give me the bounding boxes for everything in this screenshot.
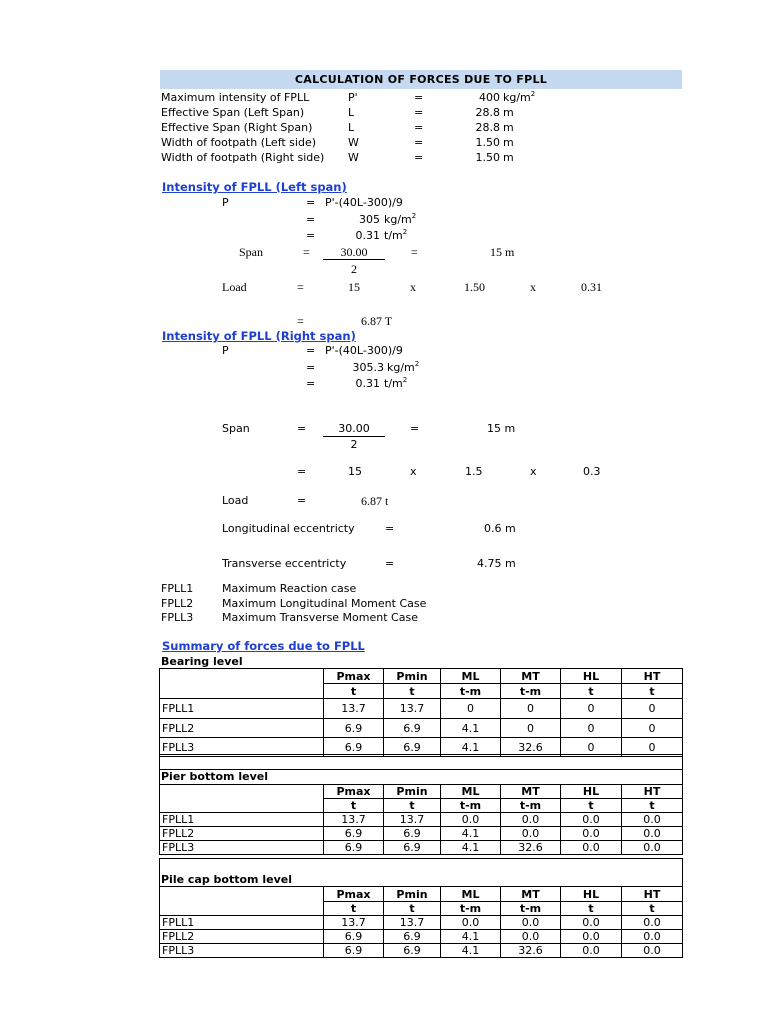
param-label: Width of footpath (Left side)	[161, 136, 317, 149]
case-id: FPLL3	[161, 611, 194, 624]
param-value: 1.50	[475, 136, 500, 149]
left-t-unit: $t/m^2$	[384, 228, 408, 242]
left-p-value: 305	[359, 213, 380, 226]
row-label: FPLL3	[160, 841, 324, 855]
param-value: 28.8	[475, 121, 500, 134]
transverse-eccentricity-value: 4.75 m	[477, 557, 516, 570]
unit-header: t	[622, 684, 683, 699]
table-cell: 0.0	[501, 916, 561, 930]
table-cell: 13.7	[384, 813, 441, 827]
left-load-label: Load	[222, 280, 247, 294]
table-cell: 4.1	[441, 841, 501, 855]
unit-header: t	[561, 799, 622, 813]
table-cell: 6.9	[324, 827, 384, 841]
table-cell: 32.6	[501, 841, 561, 855]
right-equals: =	[385, 522, 395, 535]
table-cell: 0.0	[622, 930, 683, 944]
table-cell: 32.6	[501, 944, 561, 958]
table-cell: 0.0	[441, 813, 501, 827]
right-equals: =	[306, 344, 316, 357]
table-cell: 13.7	[324, 699, 384, 719]
table-row	[160, 699, 683, 719]
right-load-value: 6.87 t	[361, 494, 389, 508]
table-row	[160, 719, 683, 738]
column-header: Pmin	[384, 669, 441, 684]
table-cell: 6.9	[384, 944, 441, 958]
case-id: FPLL1	[161, 582, 194, 595]
column-header: HT	[622, 669, 683, 684]
column-header: HL	[561, 887, 622, 902]
table-cell: 4.1	[441, 944, 501, 958]
param-equals: =	[414, 151, 424, 164]
table-cell	[160, 799, 324, 813]
right-t-unit: $t/m^2$	[384, 376, 408, 390]
param-symbol: P'	[348, 91, 358, 104]
param-value: 1.50	[475, 151, 500, 164]
param-equals: =	[414, 91, 424, 104]
table-cell: 0.0	[561, 944, 622, 958]
right-calc-b: 1.5	[465, 465, 483, 478]
unit-header: t	[324, 902, 384, 916]
table-cell: 0.0	[622, 841, 683, 855]
right-equals: =	[306, 361, 316, 374]
left-t-value: 0.31	[355, 229, 380, 242]
table-cell	[160, 785, 324, 799]
row-label: FPLL1	[160, 916, 324, 930]
unit-header: t	[622, 799, 683, 813]
table-cell: 0	[622, 738, 683, 757]
column-header: HL	[561, 785, 622, 799]
pile-cap-bottom-level-title: Pile cap bottom level	[161, 873, 292, 886]
summary-heading: Summary of forces due to FPLL	[162, 639, 365, 653]
page-title: CALCULATION OF FORCES DUE TO FPLL	[160, 70, 682, 89]
right-times: x	[530, 465, 537, 478]
param-label: Maximum intensity of FPLL	[161, 91, 310, 104]
right-equals: =	[385, 557, 395, 570]
bearing-level-title: Bearing level	[161, 655, 243, 668]
pier-bottom-level-title: Pier bottom level	[161, 770, 268, 783]
table-cell: 6.9	[324, 944, 384, 958]
table-cell: 0.0	[622, 813, 683, 827]
left-equals: =	[303, 245, 310, 259]
row-label: FPLL3	[160, 944, 324, 958]
left-equals: =	[411, 245, 418, 259]
table-cell: 0	[561, 699, 622, 719]
bearing-level-table	[159, 668, 683, 757]
unit-header: t	[324, 799, 384, 813]
column-header: ML	[441, 669, 501, 684]
case-id: FPLL2	[161, 597, 194, 610]
left-span-denominator: 2	[351, 262, 357, 276]
param-equals: =	[414, 121, 424, 134]
left-equals: =	[306, 229, 316, 242]
left-span-heading: Intensity of FPLL (Left span)	[162, 180, 347, 194]
row-label: FPLL2	[160, 827, 324, 841]
column-header: HL	[561, 669, 622, 684]
unit-header: t-m	[501, 684, 561, 699]
table-cell: 13.7	[324, 916, 384, 930]
table-cell: 0.0	[561, 930, 622, 944]
unit-header: t	[561, 902, 622, 916]
column-header: Pmax	[324, 785, 384, 799]
table-cell: 6.9	[384, 930, 441, 944]
table-row	[160, 944, 683, 958]
left-equals: =	[306, 196, 316, 209]
param-symbol: L	[348, 106, 355, 119]
param-symbol: L	[348, 121, 355, 134]
table-cell: 6.9	[324, 719, 384, 738]
section-divider	[159, 754, 683, 770]
longitudinal-eccentricity-label: Longitudinal eccentricty	[222, 522, 355, 535]
column-header: MT	[501, 669, 561, 684]
left-load-c: 0.31	[581, 280, 602, 294]
param-symbol: W	[348, 151, 359, 164]
unit-header: t	[324, 684, 384, 699]
column-header: HT	[622, 887, 683, 902]
pile-cap-bottom-level-table	[159, 886, 683, 958]
left-load-result: 6.87 T	[361, 314, 393, 328]
unit-header: t-m	[501, 902, 561, 916]
column-header: ML	[441, 785, 501, 799]
left-formula: P'-(40L-300)/9	[325, 196, 403, 209]
table-cell: 0.0	[561, 827, 622, 841]
table-cell: 6.9	[324, 930, 384, 944]
right-equals: =	[297, 465, 307, 478]
table-cell: 4.1	[441, 719, 501, 738]
table-cell	[160, 669, 324, 684]
table-cell: 0.0	[501, 827, 561, 841]
unit-header: t-m	[441, 799, 501, 813]
table-cell: 0.0	[441, 916, 501, 930]
table-cell: 0	[622, 719, 683, 738]
table-cell: 6.9	[324, 738, 384, 757]
right-equals: =	[410, 422, 420, 435]
table-cell: 0	[441, 699, 501, 719]
column-header: MT	[501, 887, 561, 902]
case-description: Maximum Reaction case	[222, 582, 357, 595]
table-cell: 13.7	[384, 699, 441, 719]
case-description: Maximum Transverse Moment Case	[222, 611, 418, 624]
table-cell: 0	[561, 719, 622, 738]
left-times: x	[410, 280, 416, 294]
table-cell: 0	[622, 699, 683, 719]
table-cell	[160, 887, 324, 902]
right-t-value: 0.31	[355, 377, 380, 390]
column-header: Pmax	[324, 887, 384, 902]
table-cell: 4.1	[441, 738, 501, 757]
unit-header: t	[561, 684, 622, 699]
table-row	[160, 841, 683, 855]
table-cell: 6.9	[384, 841, 441, 855]
unit-header: t-m	[441, 902, 501, 916]
left-equals: =	[297, 280, 304, 294]
unit-header: t-m	[501, 799, 561, 813]
right-equals: =	[297, 494, 307, 507]
column-header: ML	[441, 887, 501, 902]
unit-header: t-m	[441, 684, 501, 699]
table-cell: 6.9	[384, 827, 441, 841]
param-equals: =	[414, 136, 424, 149]
row-label: FPLL2	[160, 719, 324, 738]
table-cell: 0.0	[622, 827, 683, 841]
left-load-a: 15	[348, 280, 360, 294]
param-unit: m	[503, 121, 514, 134]
param-unit: m	[503, 106, 514, 119]
column-header: MT	[501, 785, 561, 799]
right-calc-a: 15	[348, 465, 362, 478]
param-label: Width of footpath (Right side)	[161, 151, 325, 164]
table-cell: 32.6	[501, 738, 561, 757]
right-p-unit: $kg/m^2$	[387, 360, 420, 374]
table-cell: 13.7	[324, 813, 384, 827]
table-cell	[160, 902, 324, 916]
table-cell: 0.0	[501, 930, 561, 944]
right-calc-c: 0.3	[583, 465, 601, 478]
param-label: Effective Span (Right Span)	[161, 121, 313, 134]
param-unit: $kg/m^2$	[503, 90, 536, 104]
right-span-denominator: 2	[350, 438, 358, 451]
param-value: 400	[479, 91, 500, 104]
left-span-result: 15 m	[490, 245, 515, 259]
longitudinal-eccentricity-value: 0.6 m	[484, 522, 516, 535]
unit-header: t	[384, 902, 441, 916]
table-cell: 4.1	[441, 930, 501, 944]
param-unit: m	[503, 151, 514, 164]
right-span-label: Span	[222, 422, 250, 435]
param-label: Effective Span (Left Span)	[161, 106, 305, 119]
left-equals: =	[306, 213, 316, 226]
column-header: Pmin	[384, 887, 441, 902]
table-cell: 4.1	[441, 827, 501, 841]
left-p-unit: $kg/m^2$	[384, 212, 417, 226]
case-description: Maximum Longitudinal Moment Case	[222, 597, 427, 610]
right-span-numerator: 30.00	[323, 422, 385, 437]
param-symbol: W	[348, 136, 359, 149]
param-value: 28.8	[475, 106, 500, 119]
table-cell: 6.9	[324, 841, 384, 855]
column-header: Pmax	[324, 669, 384, 684]
table-row	[160, 813, 683, 827]
table-row	[160, 827, 683, 841]
table-cell: 0	[501, 719, 561, 738]
row-label: FPLL1	[160, 813, 324, 827]
right-load-label: Load	[222, 494, 249, 507]
param-equals: =	[414, 106, 424, 119]
transverse-eccentricity-label: Transverse eccentricty	[222, 557, 347, 570]
table-cell: 0	[561, 738, 622, 757]
section-divider	[159, 769, 683, 785]
param-unit: m	[503, 136, 514, 149]
table-row	[160, 916, 683, 930]
table-cell: 0.0	[622, 944, 683, 958]
right-p-value: 305.3	[352, 361, 384, 374]
table-row	[160, 930, 683, 944]
table-cell: 6.9	[384, 719, 441, 738]
right-formula: P'-(40L-300)/9	[325, 344, 403, 357]
table-cell: 0	[501, 699, 561, 719]
unit-header: t	[622, 902, 683, 916]
table-cell: 0.0	[622, 916, 683, 930]
table-cell: 6.9	[384, 738, 441, 757]
left-load-b: 1.50	[464, 280, 485, 294]
left-p-label: P	[222, 196, 229, 209]
right-times: x	[410, 465, 417, 478]
right-span-result: 15 m	[487, 422, 516, 435]
table-cell	[160, 684, 324, 699]
table-cell: 0.0	[561, 813, 622, 827]
left-equals: =	[297, 314, 304, 328]
row-label: FPLL2	[160, 930, 324, 944]
column-header: Pmin	[384, 785, 441, 799]
row-label: FPLL3	[160, 738, 324, 757]
pier-bottom-level-table	[159, 784, 683, 855]
right-equals: =	[306, 377, 316, 390]
left-times: x	[530, 280, 536, 294]
table-cell: 13.7	[384, 916, 441, 930]
table-cell: 0.0	[561, 916, 622, 930]
left-span-numerator: 30.00	[323, 245, 385, 260]
table-cell: 0.0	[561, 841, 622, 855]
unit-header: t	[384, 799, 441, 813]
table-cell: 0.0	[501, 813, 561, 827]
row-label: FPLL1	[160, 699, 324, 719]
left-span-label: Span	[239, 245, 263, 259]
right-equals: =	[297, 422, 307, 435]
column-header: HT	[622, 785, 683, 799]
right-p-label: P	[222, 344, 229, 357]
unit-header: t	[384, 684, 441, 699]
right-span-heading: Intensity of FPLL (Right span)	[162, 329, 356, 343]
